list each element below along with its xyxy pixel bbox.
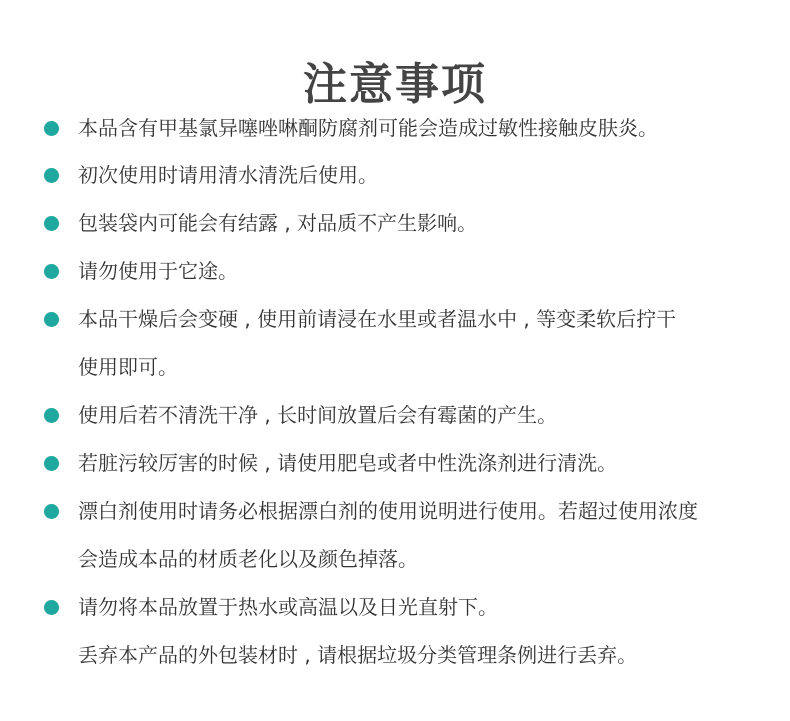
notice-item-2: 初次使用时请用清水清洗后使用。 — [78, 163, 378, 187]
notice-item-1: 本品含有甲基氯异噻唑啉酮防腐剂可能会造成过敏性接触皮肤炎。 — [78, 116, 658, 140]
notice-item-4: 请勿使用于它途。 — [78, 259, 238, 283]
notice-item-3: 包装袋内可能会有结露 , 对品质不产生影响。 — [78, 211, 478, 235]
notice-item-6: 使用后若不清洗干净 , 长时间放置后会有霉菌的产生。 — [78, 403, 558, 427]
notice-item-8-line-2: 会造成本品的材质老化以及颜色掉落。 — [78, 547, 418, 571]
notice-item-7: 若脏污较厉害的时候 , 请使用肥皂或者中性洗涤剂进行清洗。 — [78, 451, 618, 475]
bullet-dot-icon — [44, 456, 59, 471]
notice-item-8-line-1: 漂白剂使用时请务必根据漂白剂的使用说明进行使用。若超过使用浓度 — [78, 499, 698, 523]
bullet-dot-icon — [44, 600, 59, 615]
notice-item-9-line-2: 丢弃本产品的外包装材时 , 请根据垃圾分类管理条例进行丢弃。 — [78, 643, 638, 667]
bullet-dot-icon — [44, 504, 59, 519]
notice-item-9-line-1: 请勿将本品放置于热水或高温以及日光直射下。 — [78, 595, 498, 619]
bullet-dot-icon — [44, 168, 59, 183]
notice-item-5-line-1: 本品干燥后会变硬 , 使用前请浸在水里或者温水中 , 等变柔软后拧干 — [78, 307, 677, 331]
bullet-dot-icon — [44, 121, 59, 136]
notice-item-5-line-2: 使用即可。 — [78, 355, 178, 379]
bullet-dot-icon — [44, 264, 59, 279]
bullet-dot-icon — [44, 216, 59, 231]
page-title: 注意事项 — [303, 59, 487, 111]
bullet-dot-icon — [44, 408, 59, 423]
bullet-dot-icon — [44, 312, 59, 327]
